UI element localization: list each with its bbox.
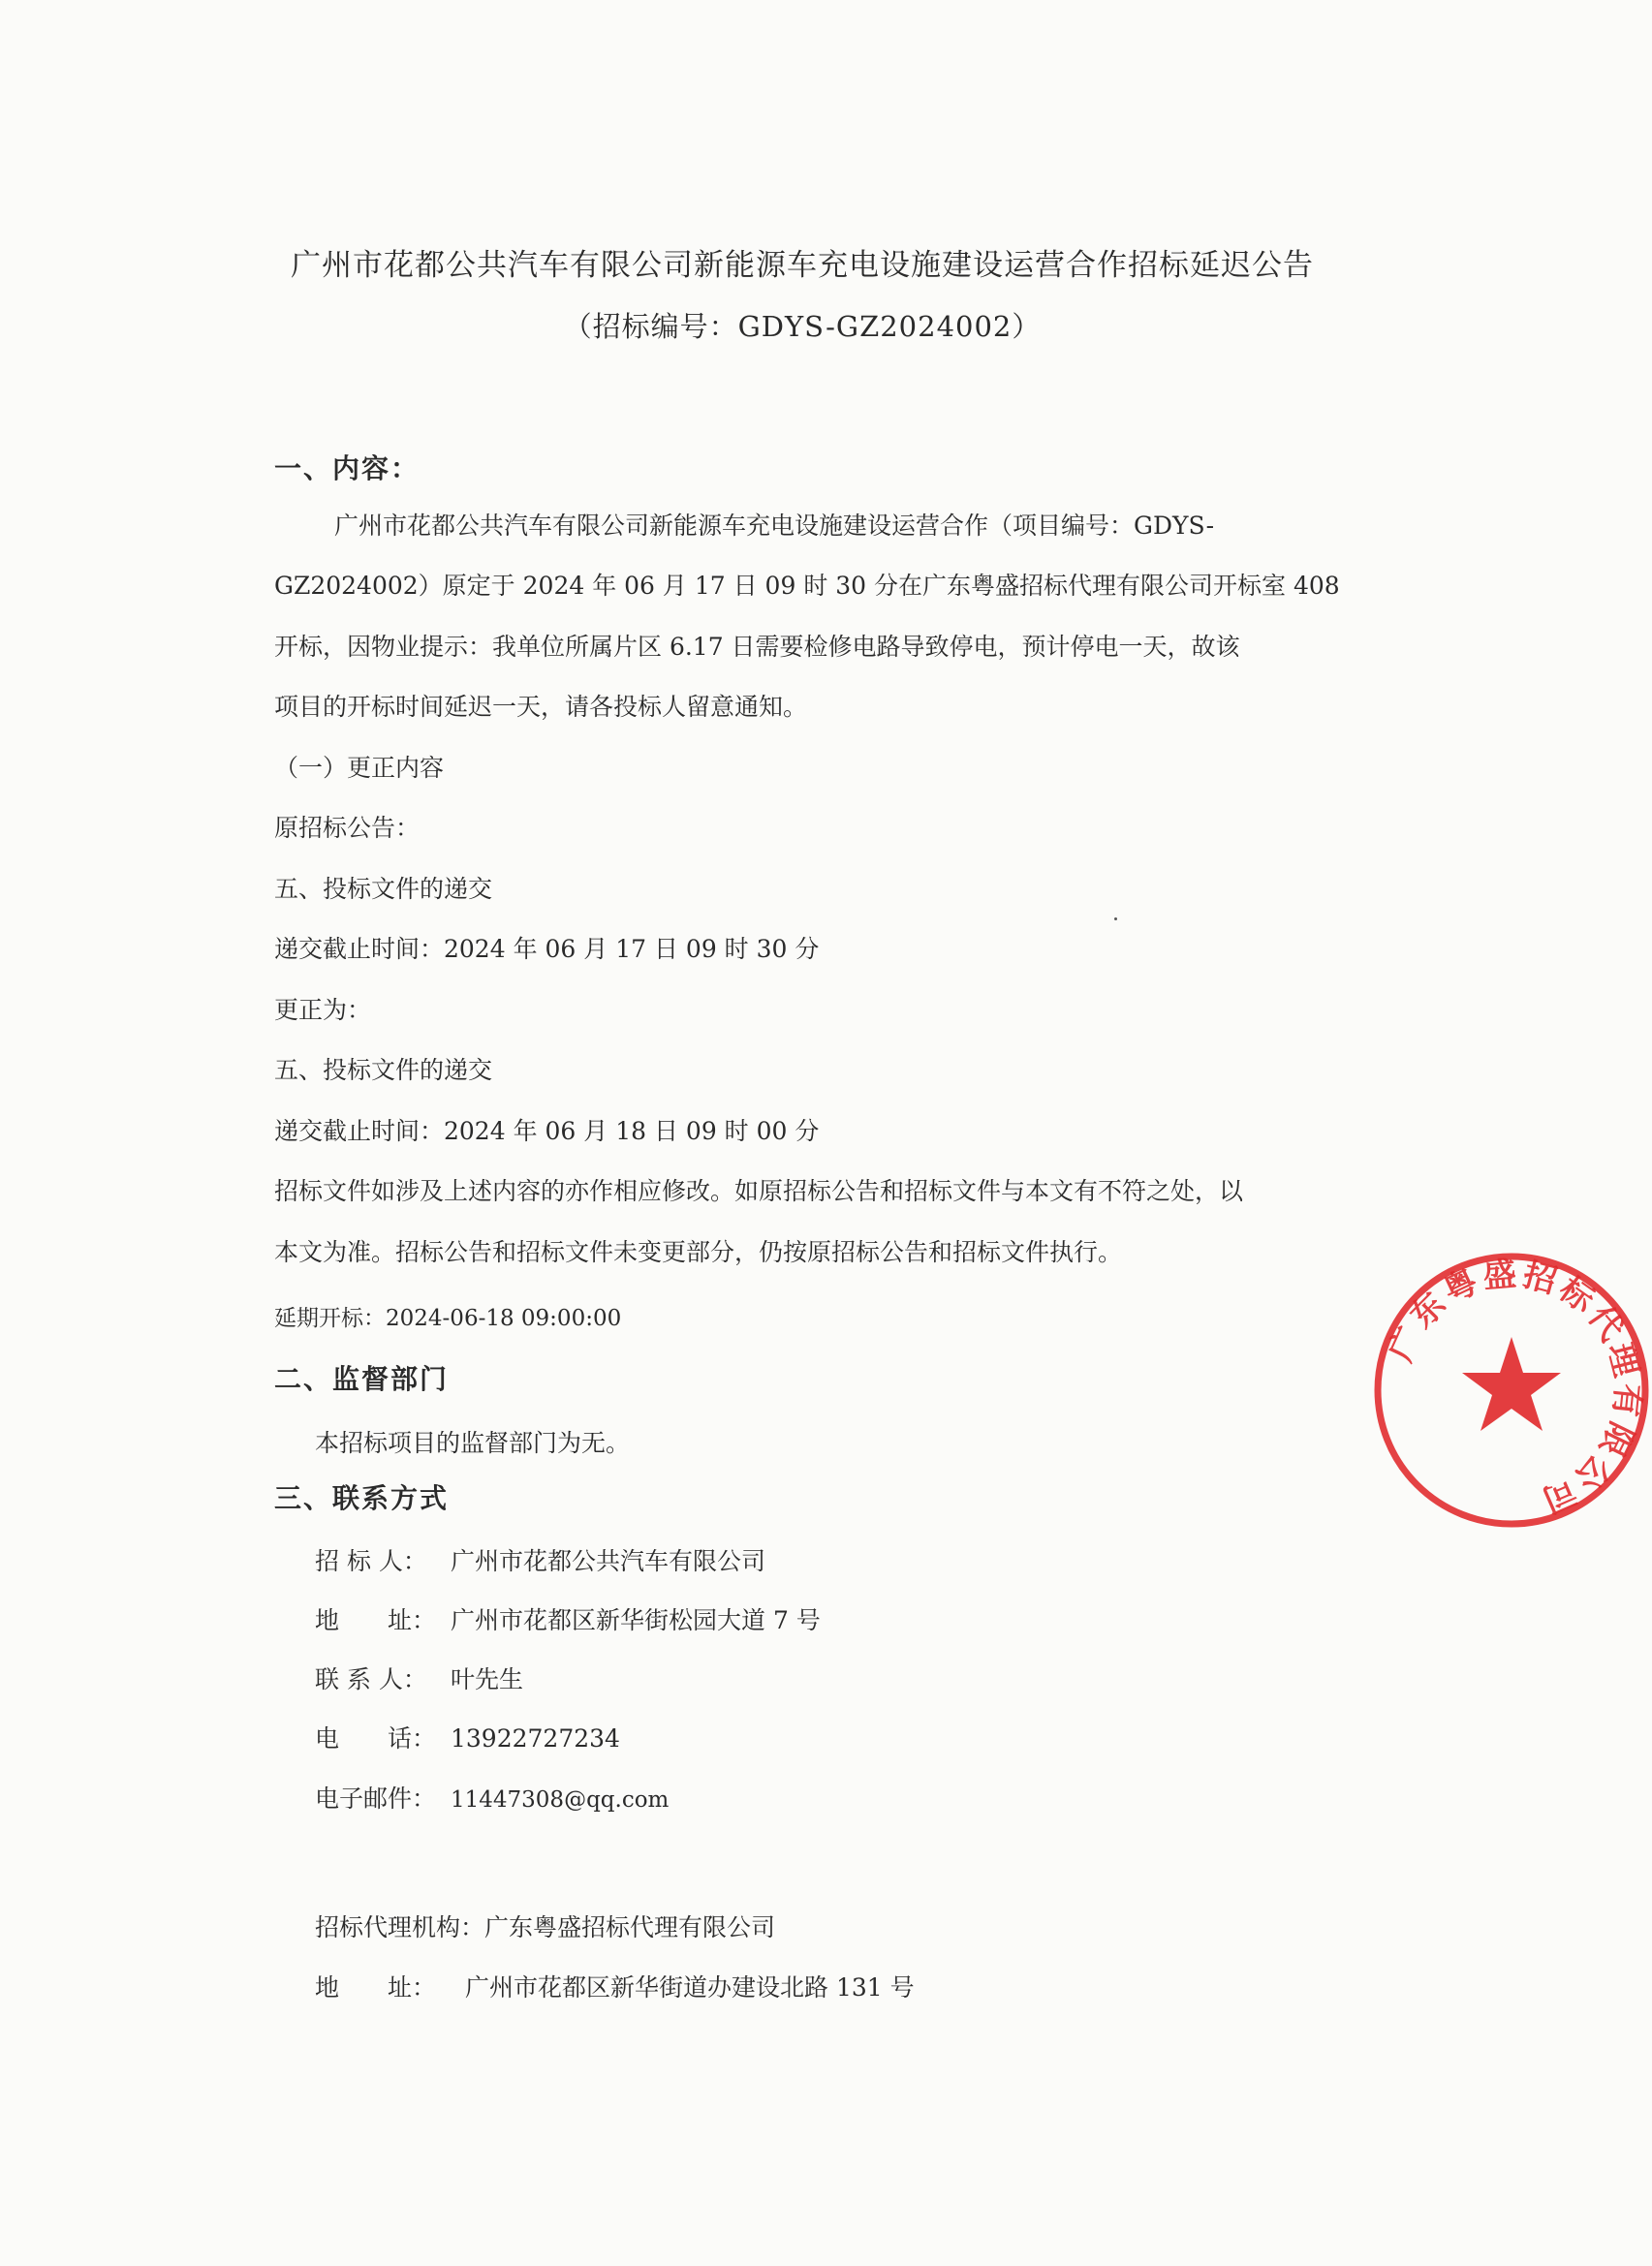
paragraph-line: 广州市花都公共汽车有限公司新能源车充电设施建设运营合作（项目编号：GDYS- (334, 512, 1215, 540)
scan-speck (1114, 917, 1117, 920)
agency-label: 招标代理机构： (315, 1913, 485, 1941)
corrected-deadline: 递交截止时间：2024 年 06 月 18 日 09 时 00 分 (274, 1117, 820, 1145)
tenderer-value: 广州市花都公共汽车有限公司 (451, 1547, 766, 1575)
email-row (315, 1780, 669, 1815)
supervision-text: 本招标项目的监督部门为无。 (315, 1429, 631, 1457)
agency-address-row (315, 1969, 915, 2003)
agency-row (315, 1909, 775, 1943)
tenderer-row (315, 1542, 765, 1577)
contact-label: 联 系 人： (315, 1665, 427, 1693)
address-value: 广州市花都区新华街松园大道 7 号 (451, 1606, 821, 1634)
postponed-opening: 延期开标：2024-06-18 09:00:00 (274, 1306, 622, 1331)
corrected-label: 更正为： (274, 996, 372, 1024)
correction-title: （一）更正内容 (274, 754, 445, 782)
seal-text: 广东粤盛招标代理有限公司 (1383, 1256, 1646, 1520)
address-label: 地 址： (315, 1606, 437, 1634)
agency-address-value: 广州市花都区新华街道办建设北路 131 号 (465, 1973, 915, 2002)
phone-value: 13922727234 (451, 1724, 620, 1753)
original-item: 五、投标文件的递交 (274, 875, 493, 903)
tenderer-label: 招 标 人： (315, 1547, 427, 1575)
section-1-heading: 一、内容： (274, 452, 421, 484)
agency-address-label: 地 址： (315, 1973, 437, 2002)
corrected-item: 五、投标文件的递交 (274, 1056, 493, 1084)
phone-label: 电 话： (315, 1724, 437, 1753)
note-line: 招标文件如涉及上述内容的亦作相应修改。如原招标公告和招标文件与本文有不符之处，以 (274, 1177, 1244, 1205)
phone-row (315, 1720, 620, 1754)
original-deadline: 递交截止时间：2024 年 06 月 17 日 09 时 30 分 (274, 935, 820, 963)
section-3-heading: 三、联系方式 (274, 1482, 450, 1514)
email-value: 11447308@qq.com (451, 1787, 670, 1813)
paragraph-line: GZ2024002）原定于 2024 年 06 月 17 日 09 时 30 分在广东粤盛招标代理有限公司开标室 408 (274, 572, 1340, 600)
contact-value: 叶先生 (451, 1665, 524, 1693)
original-label: 原招标公告： (274, 814, 421, 842)
agency-value: 广东粤盛招标代理有限公司 (484, 1913, 776, 1941)
email-label: 电子邮件： (315, 1785, 437, 1813)
address-row (315, 1601, 821, 1636)
company-seal (1371, 1250, 1652, 1531)
document-title: 广州市花都公共汽车有限公司新能源车充电设施建设运营合作招标延迟公告 (291, 248, 1314, 283)
paragraph-line: 项目的开标时间延迟一天，请各投标人留意通知。 (274, 693, 808, 721)
paragraph-line: 开标，因物业提示：我单位所属片区 6.17 日需要检修电路导致停电，预计停电一天，故该 (274, 633, 1240, 661)
contact-row (315, 1661, 523, 1695)
note-line: 本文为准。招标公告和招标文件未变更部分，仍按原招标公告和招标文件执行。 (274, 1238, 1123, 1266)
seal-star-icon (1462, 1337, 1561, 1431)
section-2-heading: 二、监督部门 (274, 1363, 450, 1395)
tender-number: （招标编号：GDYS-GZ2024002） (563, 310, 1042, 343)
